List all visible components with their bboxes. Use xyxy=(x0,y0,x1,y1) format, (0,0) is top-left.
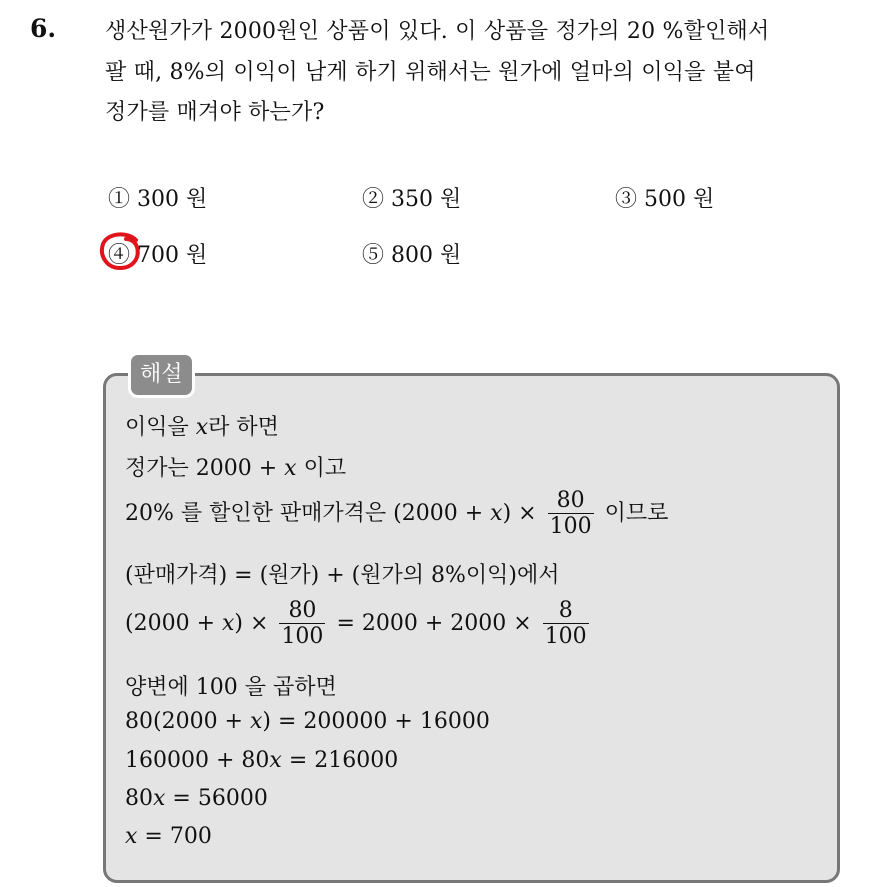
choice-2-text: 350 원 xyxy=(391,187,462,212)
choice-4-mark: ④ xyxy=(108,243,131,268)
solution-line-9: 80x = 56000 xyxy=(125,786,268,811)
answer-circle-icon xyxy=(98,230,144,272)
choice-5-text: 800 원 xyxy=(391,243,462,268)
choice-2[interactable] xyxy=(362,182,461,213)
choice-1-text: 300 원 xyxy=(137,187,208,212)
solution-line-2: 정가는 2000 + x 이고 xyxy=(125,456,347,481)
question-line-2: 팔 때, 8%의 이익이 남게 하기 위해서는 원가에 얼마의 이익을 붙여 xyxy=(105,60,756,85)
choice-4-text: 700 원 xyxy=(137,243,208,268)
question-line-3: 정가를 매겨야 하는가? xyxy=(105,100,325,125)
choice-3[interactable] xyxy=(615,182,714,213)
solution-line-10: x = 700 xyxy=(125,824,212,849)
solution-tag: 해설 xyxy=(128,352,195,398)
choice-5[interactable] xyxy=(362,238,461,269)
solution-line-7: 80(2000 + x) = 200000 + 16000 xyxy=(125,709,490,734)
solution-line-5: (2000 + x) × $\frac{80}{100}$ = 2000 + 2000 × $\frac{8}{100}$ xyxy=(125,598,587,650)
choice-3-text: 500 원 xyxy=(644,187,715,212)
fraction-80-100: $\frac{80}{100}$ xyxy=(549,488,592,540)
solution-line-8: 160000 + 80x = 216000 xyxy=(125,748,399,773)
choice-3-mark: ③ xyxy=(615,187,638,212)
solution-line-1: 이익을 x라 하면 xyxy=(125,415,279,440)
choice-1[interactable] xyxy=(108,182,207,213)
choice-5-mark: ⑤ xyxy=(362,243,385,268)
fraction-8-100: $\frac{8}{100}$ xyxy=(544,598,587,650)
question-line-1: 생산원가가 2000원인 상품이 있다. 이 상품을 정가의 20 %할인해서 xyxy=(105,19,770,44)
choice-1-mark: ① xyxy=(108,187,131,212)
solution-line-3: 20% 를 할인한 판매가격은 (2000 + x) × $\frac{80}{100}$ 이므로 xyxy=(125,488,669,540)
choice-2-mark: ② xyxy=(362,187,385,212)
solution-line-4: (판매가격) = (원가) + (원가의 8%이익)에서 xyxy=(125,563,560,588)
question-number: 6. xyxy=(30,14,57,43)
solution-line-6: 양변에 100 을 곱하면 xyxy=(125,675,337,700)
fraction-80-100: $\frac{80}{100}$ xyxy=(281,598,324,650)
